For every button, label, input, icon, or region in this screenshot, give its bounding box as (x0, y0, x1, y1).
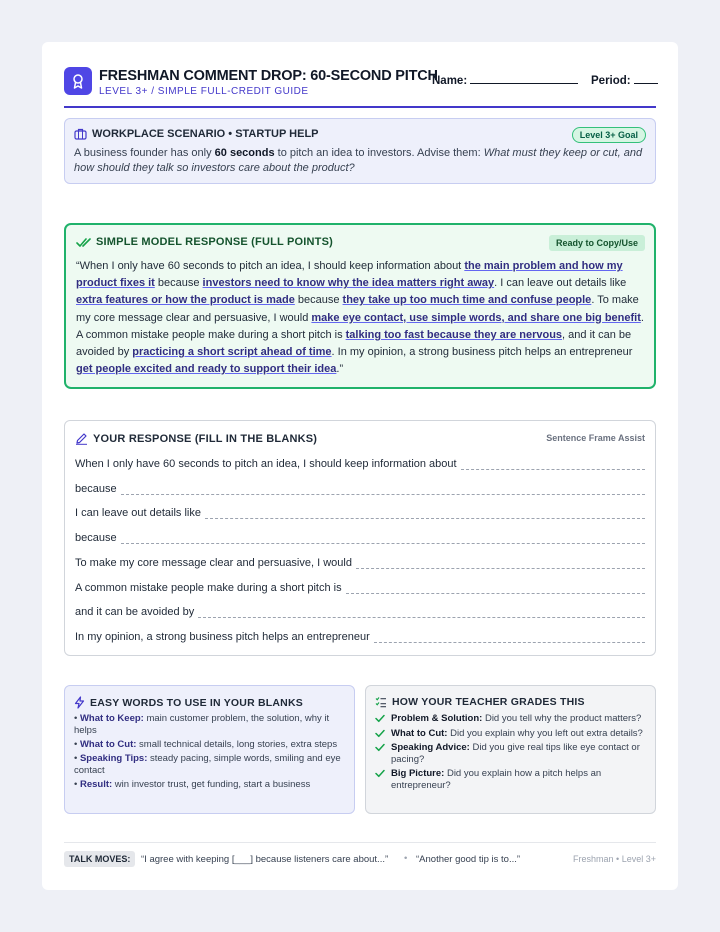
fill-blank[interactable] (461, 458, 645, 470)
scenario-heading-text: WORKPLACE SCENARIO • STARTUP HELP (92, 128, 319, 140)
fill-blank[interactable] (121, 483, 645, 495)
checklist-icon (375, 696, 387, 708)
list-item: Big Picture: Did you explain how a pitch helps an entrepreneur? (375, 768, 647, 791)
model-text-segment: . A common mistake people make during a short pitch is (76, 311, 644, 341)
sentence-frame-3[interactable]: I can leave out details like (75, 503, 645, 519)
check-icon (375, 729, 385, 738)
award-ribbon-icon (64, 67, 92, 95)
check-icon (375, 769, 385, 778)
grading-heading-text: HOW YOUR TEACHER GRADES THIS (392, 696, 585, 708)
your-response-heading-text: YOUR RESPONSE (FILL IN THE BLANKS) (93, 432, 318, 445)
name-blank-line[interactable] (470, 74, 578, 84)
easy-words-heading (74, 696, 303, 709)
sentence-frame-8[interactable]: In my opinion, a strong business pitch helps an entrepreneur (75, 627, 645, 643)
scenario-text: A business founder has only 60 seconds to pitch an idea to investors. Advise them: What must they keep or cut, and how should they talk so investors care about the product? (74, 147, 643, 174)
model-response-card (64, 223, 656, 389)
page-subtitle: LEVEL 3+ / SIMPLE FULL-CREDIT GUIDE (99, 86, 309, 97)
list-item: • What to Cut: small technical details, long stories, extra steps (74, 739, 338, 751)
header (64, 66, 656, 108)
fill-blank[interactable] (205, 507, 645, 519)
grading-heading (375, 696, 585, 708)
period-label: Period: (591, 75, 631, 87)
model-highlight: get people excited and ready to support their idea (76, 363, 337, 376)
footer (64, 842, 656, 870)
your-response-card (64, 420, 656, 656)
model-text-segment: because (154, 277, 203, 290)
period-blank-line[interactable] (634, 74, 658, 84)
model-text-segment: “When I only have 60 seconds to pitch an idea, I should keep information about (76, 260, 465, 272)
fill-blank[interactable] (121, 532, 645, 544)
list-item: • What to Keep: main customer problem, the solution, why it helps (74, 713, 330, 737)
pencil-icon (75, 432, 88, 445)
model-text-segment: . I can leave out details like (494, 277, 627, 290)
model-text-segment: . To make my core message clear and persuasive, I would (76, 294, 639, 324)
list-item: • Result: win investor trust, get funding, start a business (74, 778, 311, 790)
fill-blank[interactable] (346, 582, 645, 594)
list-item: What to Cut: Did you explain why you left out extra details? (375, 728, 647, 740)
model-text-segment: . In my opinion, a strong business pitch helps an entrepreneur (331, 346, 633, 359)
talk-separator: • (404, 853, 408, 864)
model-response-text (76, 258, 648, 378)
easy-words-card (64, 685, 355, 814)
model-highlight: make eye contact, use simple words, and share one big benefit (311, 311, 641, 324)
page-title: FRESHMAN COMMENT DROP: 60-SECOND PITCH (99, 68, 438, 84)
list-item: Problem & Solution: Did you tell why the product matters? (375, 713, 647, 725)
easy-words-list (74, 713, 346, 793)
footer-level-tag: Freshman • Level 3+ (573, 854, 656, 864)
grading-card (365, 685, 656, 814)
scenario-card (64, 118, 656, 184)
sentence-frame-4[interactable]: because (75, 528, 645, 544)
sentence-frame-assist-label: Sentence Frame Assist (546, 433, 645, 443)
sentence-frame-2[interactable]: because (75, 479, 645, 495)
level-goal-badge: Level 3+ Goal (572, 127, 646, 143)
list-item: Speaking Advice: Did you give real tips like eye contact or pacing? (375, 742, 647, 765)
model-text-segment: because (294, 294, 343, 307)
ready-to-copy-badge: Ready to Copy/Use (549, 235, 645, 251)
double-check-icon (76, 237, 91, 248)
check-icon (375, 743, 385, 752)
model-highlight: extra features or how the product is made (76, 294, 295, 307)
sentence-frame-7[interactable]: and it can be avoided by (75, 602, 645, 618)
briefcase-icon (74, 128, 87, 140)
model-highlight: talking too fast because they are nervous (345, 328, 563, 341)
check-icon (375, 714, 385, 723)
model-response-heading-text: SIMPLE MODEL RESPONSE (FULL POINTS) (96, 236, 334, 248)
sentence-frame-1[interactable]: When I only have 60 seconds to pitch an idea, I should keep information about (75, 454, 645, 470)
fill-blank[interactable] (374, 631, 645, 643)
model-response-heading (76, 236, 333, 248)
model-text-segment: .” (336, 363, 344, 376)
talk-move-2: “Another good tip is to...” (416, 854, 521, 865)
model-highlight: practicing a short script ahead of time (132, 346, 332, 359)
worksheet-page (42, 42, 678, 890)
model-highlight: they take up too much time and confuse people (342, 294, 592, 307)
scenario-heading (74, 128, 319, 140)
sentence-frame-6[interactable]: A common mistake people make during a short pitch is (75, 578, 645, 594)
name-field[interactable] (432, 74, 578, 87)
your-response-heading (75, 432, 317, 445)
grading-list (375, 713, 647, 794)
name-label: Name: (432, 75, 468, 87)
fill-blank[interactable] (356, 557, 645, 569)
model-highlight: the main problem and how my product fixes it (76, 260, 623, 290)
easy-words-heading-text: EASY WORDS TO USE IN YOUR BLANKS (90, 696, 303, 709)
sentence-frame-5[interactable]: To make my core message clear and persuasive, I would (75, 553, 645, 569)
header-divider (64, 106, 656, 108)
talk-moves-label: TALK MOVES: (64, 851, 135, 867)
period-field[interactable] (591, 74, 658, 87)
list-item: • Speaking Tips: steady pacing, simple words, smiling and eye contact (74, 752, 341, 777)
fill-blank[interactable] (198, 606, 645, 618)
model-text-segment: , and it can be avoided by (76, 328, 632, 359)
lightning-icon (74, 696, 85, 709)
talk-move-1: “I agree with keeping [___] because listeners care about...” (141, 854, 389, 865)
model-highlight: investors need to know why the idea matters right away (202, 277, 495, 290)
